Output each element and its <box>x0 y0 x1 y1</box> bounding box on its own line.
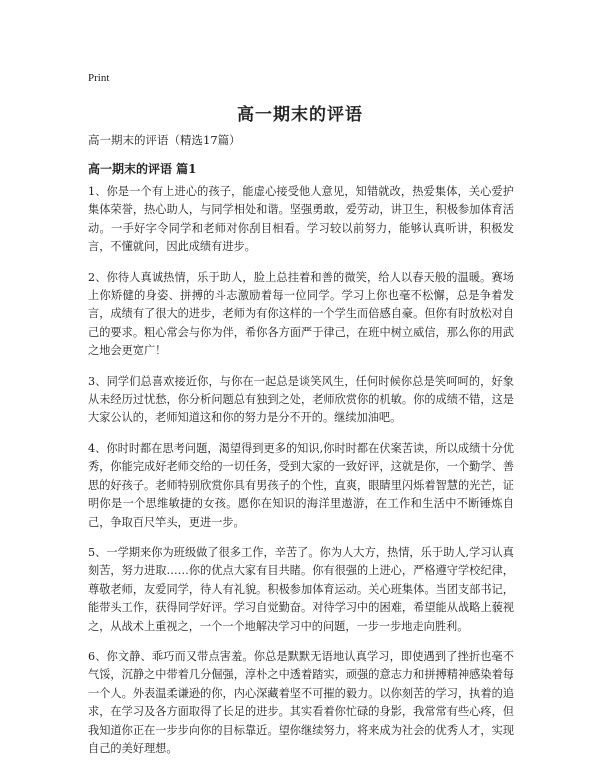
comment-paragraph-5: 5、一学期来你为班级做了很多工作，辛苦了。你为人大方，热情，乐于助人,学习认真刻苦，努力进取……你的优点大家有目共睹。你有很强的上进心，严格遵守学校纪律，尊敬老师，友爱同学，待人有礼貌。积极参加体育运动。关心班集体。当团支部书记，能带头工作，获得同学好评。学习自觉勤奋。对待学习中的困难，希望能从战略上藐视之，从战术上重视之，一个一个地解决学习中的问题，一步一步地走向胜利。 <box>88 545 514 633</box>
print-link[interactable]: Print <box>88 72 110 84</box>
document-body <box>88 183 514 770</box>
document-subtitle: 高一期末的评语（精选17篇） <box>88 133 241 147</box>
section-heading: 高一期末的评语 篇1 <box>88 162 197 176</box>
page-title: 高一期末的评语 <box>237 105 363 125</box>
comment-paragraph-4: 4、你时时都在思考问题，渴望得到更多的知识,你时时都在伏案苦读，所以成绩十分优秀，你能完成好老师交给的一切任务，受到大家的一致好评，这就是你，一个勤学、善思的好孩子。老师特别欣赏你具有男孩子的个性，直爽，眼睛里闪烁着智慧的光芒，证明你是一个思维敏捷的女孩。愿你在知识的海洋里遨游，在工作和生活中不断锤炼自己，争取百尺竿头，更进一步。 <box>88 441 514 529</box>
comment-paragraph-6: 6、你文静、乖巧而又带点害羞。你总是默默无语地认真学习，即使遇到了挫折也毫不气馁，沉静之中带着几分倔强，淳朴之中透着踏实，顽强的意志力和拼搏精神感染着每一个人。外表温柔谦逊的你，内心深藏着坚不可摧的毅力。以你刻苦的学习，执着的追求，在学习及各方面取得了长足的进步。其实看着你忙碌的身影，我常常有些心疼，但我知道你正在一步步向你的目标靠近。望你继续努力，将来成为社会的优秀人才，实现自己的美好理想。 <box>88 649 514 755</box>
comment-paragraph-1: 1、你是一个有上进心的孩子，能虚心接受他人意见，知错就改，热爱集体，关心爱护集体荣誉，热心助人，与同学相处和谐。坚强勇敢，爱劳动，讲卫生，积极参加体育活动。一手好字令同学和老师对你刮目相看。学习较以前努力，能够认真听讲，积极发言，不懂就问，因此成绩有进步。 <box>88 185 514 254</box>
comment-paragraph-2: 2、你待人真诚热情，乐于助人，脸上总挂着和善的微笑，给人以春天般的温暖。赛场上你矫健的身姿、拼搏的斗志激励着每一位同学。学习上你也毫不松懈，总是争着发言，成绩有了很大的进步，老师为有你这样的一个学生而倍感自豪。但你有时放松对自己的要求。粗心常会与你为伴，希你各方面严于律己，在班中树立威信，那么你的用武之地会更宽广！ <box>88 270 514 358</box>
comment-paragraph-3: 3、同学们总喜欢接近你，与你在一起总是谈笑风生，任何时候你总是笑呵呵的，好象从未经历过忧愁，你分析问题总有独到之处，老师欣赏你的机敏。你的成绩不错，这是大家公认的，老师知道这和你的努力是分不开的。继续加油吧。 <box>88 374 514 425</box>
